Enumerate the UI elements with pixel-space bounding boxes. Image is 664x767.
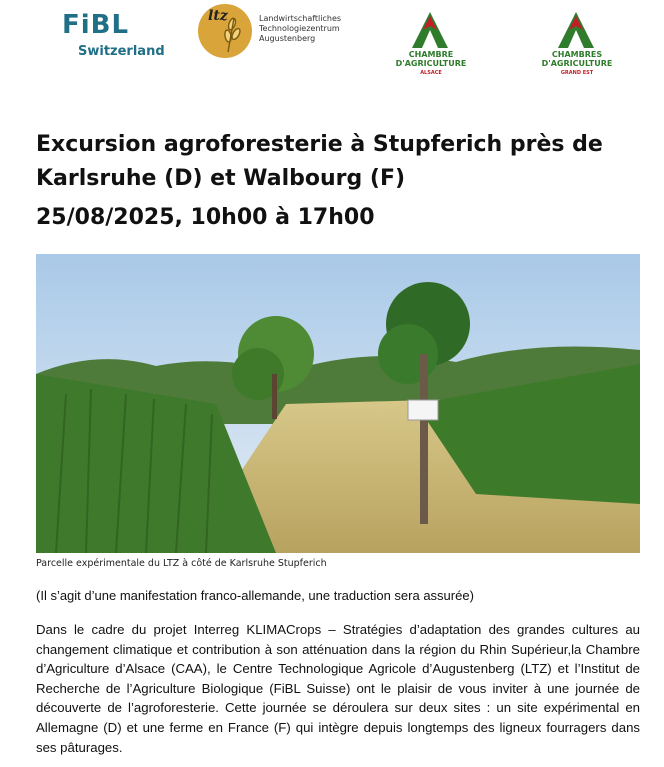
ca-line: D'AGRICULTURE [395, 59, 467, 68]
field-photo [36, 254, 640, 553]
fibl-logo [60, 8, 170, 68]
ltz-name [259, 14, 379, 44]
ca-grandest-sub: GRAND EST [560, 70, 594, 76]
ltz-name-line: Landwirtschaftliches [259, 14, 342, 23]
ltz-mark: ltz [208, 8, 228, 24]
intro-paragraph: Dans le cadre du projet Interreg KLIMACrops – Stratégies d’adaptation des grandes cultures au changement climatique et contribution à son atténuation dans la région du Rhin Supérieur,la Chambre d’Agriculture d’Alsace (CAA), le Centre Technologique Agricole d’Augustenberg (LTZ) et l’Institut de Recherche de l’Agriculture Biologique (FiBL Suisse) ont le plaisir de vous inviter à une journée de découverte de l’agroforesterie. Cette journée se déroulera sur deux sites : un site expérimental en Allemagne (D) et une ferme en France (F) qui intègre depuis longtemps des ligneux fourragers dans ses pâturages. [36, 622, 640, 755]
logo-strip [0, 0, 664, 90]
ca-emblem-icon [410, 10, 450, 50]
document-title [36, 128, 636, 196]
ca-line: CHAMBRES [551, 50, 603, 59]
title-line: Excursion agroforesterie à Stupferich près de [36, 132, 603, 157]
event-date: 25/08/2025, 10h00 à 17h00 [36, 205, 375, 230]
ca-alsace-sub: ALSACE [420, 70, 442, 76]
ca-line: CHAMBRE [408, 50, 454, 59]
ca-emblem-icon [556, 10, 596, 50]
chambres-agriculture-grandest-logo [532, 10, 622, 90]
fibl-country: Switzerland [78, 44, 165, 59]
title-line: Karlsruhe (D) et Walbourg (F) [36, 166, 406, 191]
ca-line: D'AGRICULTURE [541, 59, 613, 68]
photo-caption: Parcelle expérimentale du LTZ à côté de Karlsruhe Stupferich [36, 558, 327, 569]
ltz-name-line: Technologiezentrum [259, 24, 340, 33]
ltz-name-line: Augustenberg [259, 34, 316, 43]
ca-alsace-text [386, 50, 476, 68]
chambre-agriculture-alsace-logo [386, 10, 476, 90]
ca-grandest-text [532, 50, 622, 68]
translation-note: (Il s’agit d’une manifestation franco-allemande, une traduction sera assurée) [36, 588, 474, 603]
fibl-wordmark: FiBL [62, 10, 130, 40]
